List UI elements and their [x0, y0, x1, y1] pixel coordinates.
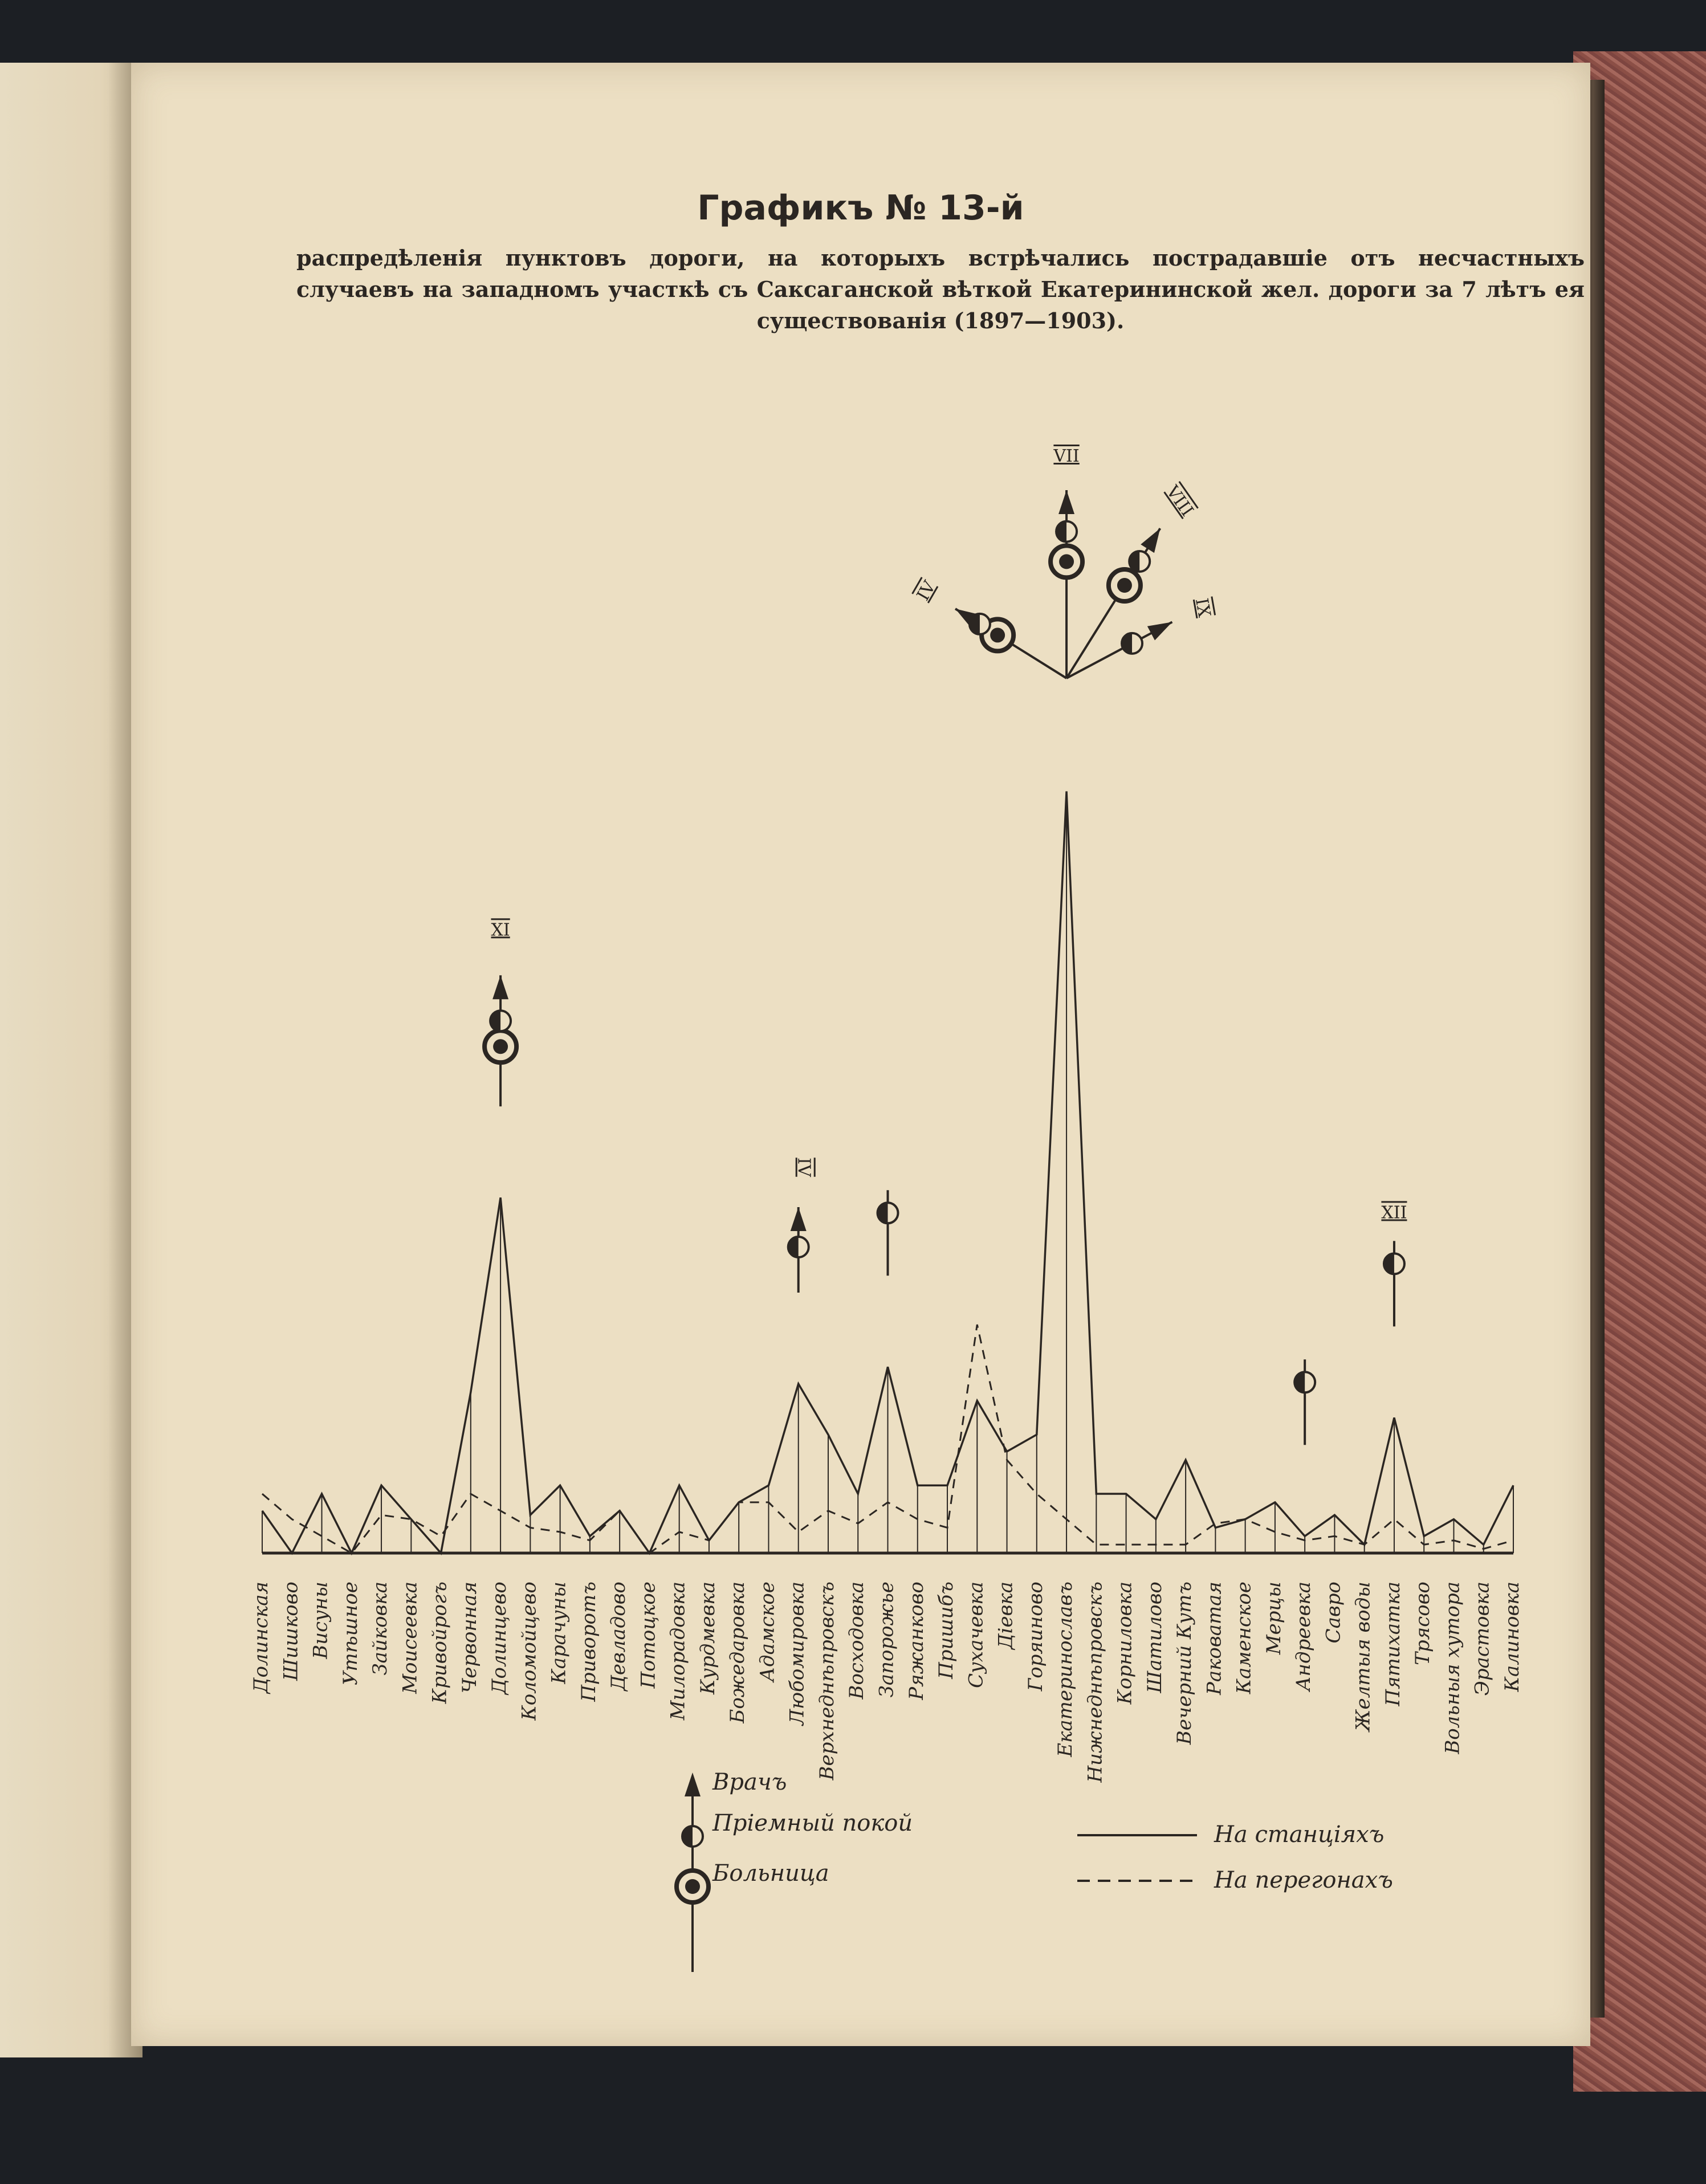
marker-XII	[1381, 1203, 1407, 1326]
legend-symbol-label: Врачъ	[712, 1769, 787, 1795]
x-tick-label: Шишково	[279, 1582, 303, 1681]
marker-XI	[484, 920, 516, 1106]
doctor-arrow	[1141, 528, 1160, 553]
x-tick-label: Каменское	[1232, 1582, 1256, 1694]
x-tick-label: Верхнеднѣпровскъ	[815, 1582, 838, 1780]
doctor-arrow	[685, 1773, 701, 1796]
x-tick-label: Шатилово	[1143, 1582, 1166, 1693]
doctor-arrow	[791, 1207, 807, 1231]
x-tick-label: Карачуны	[547, 1582, 571, 1684]
x-tick-label: Пятихатка	[1381, 1582, 1404, 1706]
marker-label: XI	[491, 920, 510, 940]
x-tick-label: Зайковка	[369, 1582, 392, 1676]
marker-VII	[1051, 446, 1082, 678]
x-tick-label: Горяиново	[1024, 1582, 1047, 1692]
x-tick-label: Моисеевка	[398, 1582, 422, 1694]
hospital-marker-core	[685, 1879, 700, 1894]
hospital-marker-core	[1117, 578, 1132, 593]
marker-IX	[1066, 597, 1214, 678]
x-tick-label: Вечерний Кутъ	[1173, 1582, 1196, 1745]
legend-symbol-label: Больница	[712, 1860, 829, 1886]
doctor-arrow	[492, 975, 508, 999]
x-tick-label: Восходовка	[845, 1582, 869, 1700]
marker-label: IX	[1191, 596, 1215, 619]
x-tick-label: Ряжанково	[905, 1582, 928, 1700]
x-tick-label: Курдмевка	[696, 1582, 719, 1695]
x-tick-label: Коломойцево	[518, 1582, 541, 1721]
hospital-marker-core	[990, 628, 1005, 642]
x-tick-label: Любомировка	[785, 1582, 809, 1726]
marker-IV	[788, 1158, 814, 1293]
markers-group	[484, 446, 1407, 1445]
x-tick-label: Пришибъ	[935, 1582, 958, 1679]
x-tick-label: Долинская	[250, 1582, 272, 1694]
x-tick-label: Сухачевка	[964, 1582, 988, 1688]
hospital-marker-core	[493, 1039, 508, 1054]
chart-subtitle: распредѣленія пунктовъ дороги, на которыхъ встрѣчались пострадавшіе отъ несчастныхъ случаевъ на западномъ участкѣ съ Саксаганской вѣткой Екатерининской жел. дороги за 7 лѣтъ ея существованія (1897—1903).	[296, 245, 1585, 333]
hospital-marker-core	[1059, 554, 1074, 569]
marker-label: IV	[913, 577, 940, 605]
x-tick-label: Раковатая	[1203, 1582, 1226, 1696]
x-tick-label: Приворотъ	[577, 1582, 600, 1702]
chart-title: Графикъ № 13-й	[697, 188, 1024, 228]
marker-label: IV	[793, 1158, 814, 1177]
x-tick-label: Савро	[1322, 1582, 1345, 1644]
x-tick-label: Долинцево	[488, 1582, 511, 1695]
doctor-arrow	[1058, 490, 1074, 514]
x-tick-label: Мерцы	[1262, 1582, 1285, 1655]
station-ticks-group	[262, 792, 1513, 1554]
x-tick-label: Червонная	[458, 1582, 481, 1693]
x-tick-label: Вольныя хутора	[1441, 1582, 1464, 1754]
marker-unlabeled	[1294, 1359, 1315, 1445]
x-tick-label: Желтыя воды	[1351, 1582, 1375, 1731]
x-tick-label: Потоцкое	[637, 1582, 660, 1689]
x-tick-label: Екатеринославъ	[1054, 1582, 1077, 1757]
marker-label: VIII	[1162, 482, 1198, 520]
legend-line-label: На перегонахъ	[1214, 1867, 1393, 1893]
x-tick-label: Трясово	[1411, 1582, 1435, 1665]
x-tick-label: Утѣшное	[339, 1582, 362, 1686]
x-tick-label: Корниловка	[1113, 1582, 1137, 1705]
x-tick-label: Адамское	[756, 1582, 779, 1682]
x-tick-label: Эрастовка	[1471, 1582, 1494, 1696]
x-tick-label: Діевка	[994, 1582, 1017, 1649]
x-tick-label: Милорадовка	[666, 1582, 690, 1721]
legend-group	[677, 1769, 1393, 1972]
x-tick-label: Калиновка	[1501, 1582, 1524, 1692]
marker-IV	[913, 577, 1066, 678]
marker-label: XII	[1381, 1203, 1407, 1223]
legend-line-label: На станціяхъ	[1214, 1822, 1385, 1848]
marker-label: VII	[1053, 446, 1080, 466]
x-tick-label: Андреевка	[1292, 1582, 1316, 1692]
x-tick-label: Висуны	[309, 1582, 332, 1659]
x-tick-label: Нижнеднѣпровскъ	[1084, 1582, 1107, 1783]
x-tick-labels-group	[250, 1582, 1524, 1783]
x-tick-label: Божедаровка	[726, 1582, 750, 1723]
x-tick-label: Кривойрогъ	[428, 1582, 451, 1704]
doctor-arrow	[1147, 622, 1172, 640]
x-tick-label: Запорожье	[875, 1582, 898, 1698]
legend-symbol-label: Пріемный покой	[712, 1810, 913, 1836]
x-tick-label: Девладово	[607, 1582, 630, 1691]
marker-unlabeled	[878, 1190, 898, 1276]
